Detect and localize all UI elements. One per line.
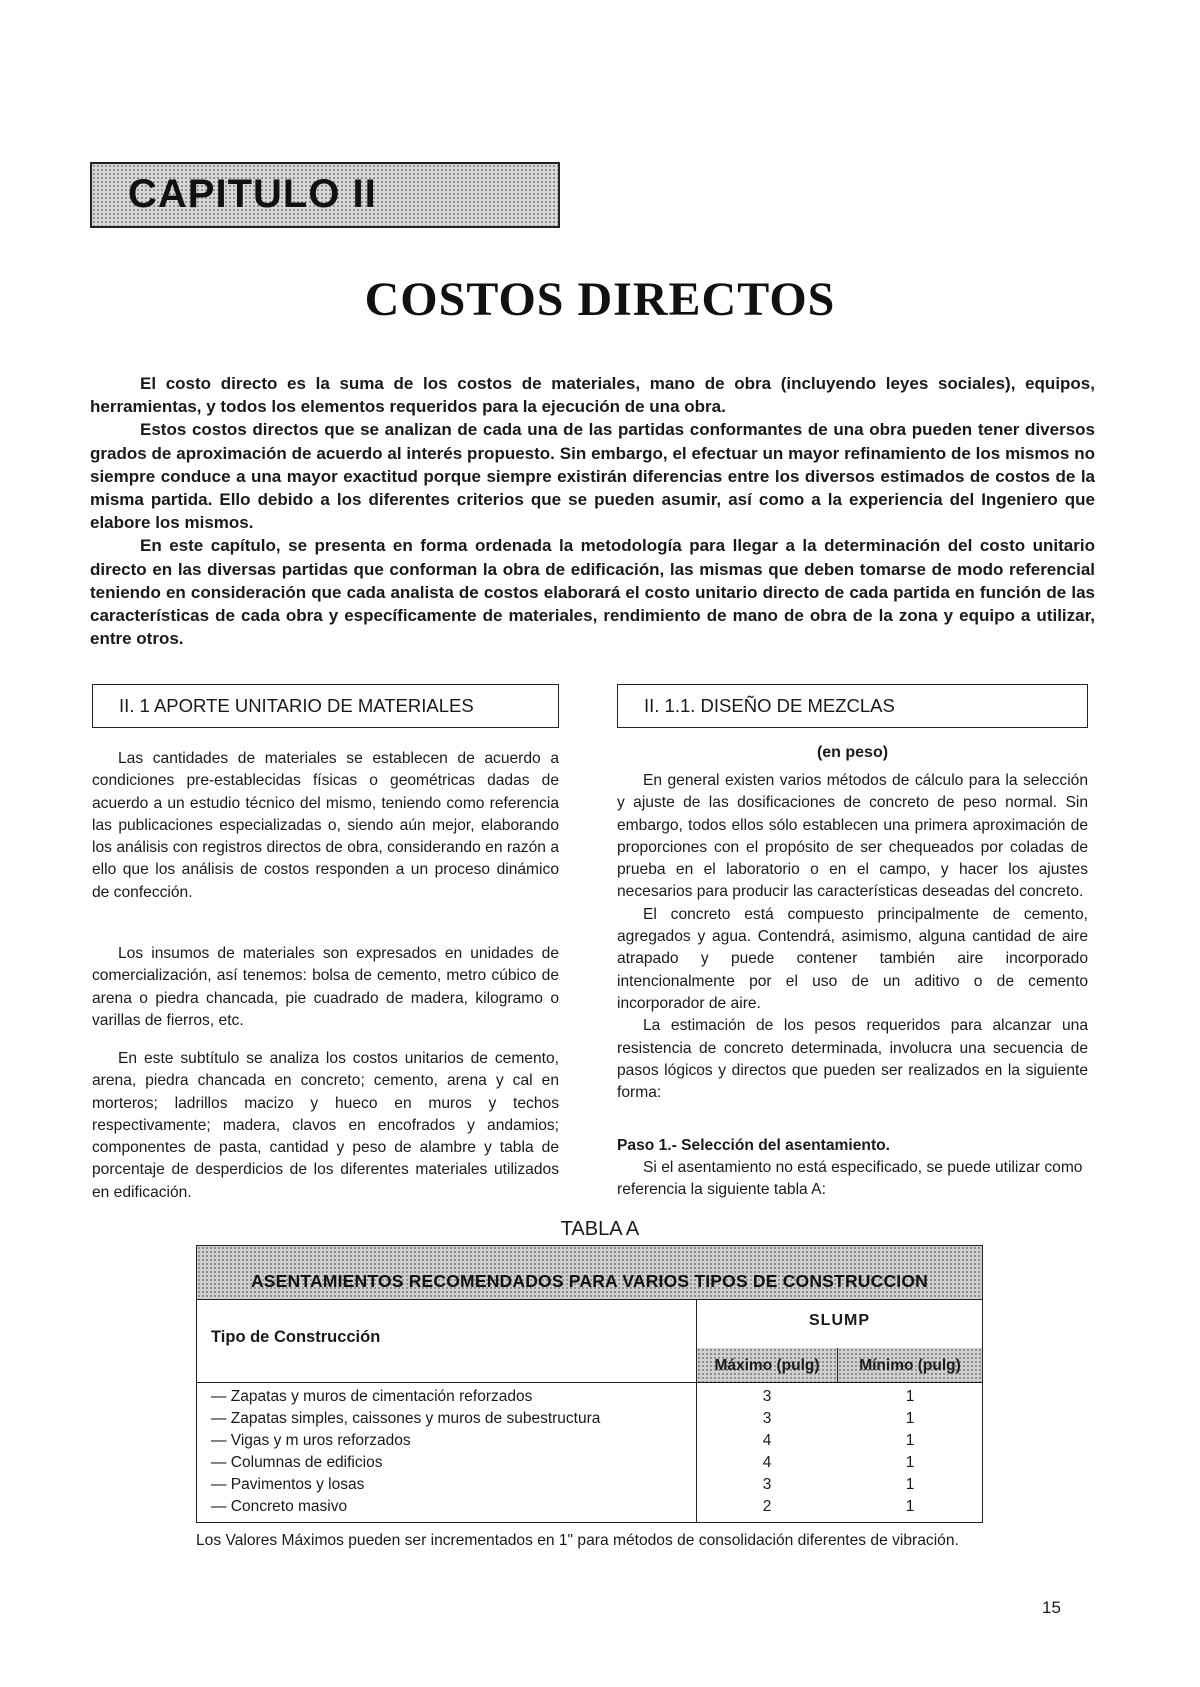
- cell-max: 3: [762, 1410, 772, 1427]
- table-row: [197, 1388, 982, 1410]
- chapter-label: CAPITULO II: [128, 172, 377, 216]
- cell-tipo: — Concreto masivo: [211, 1498, 348, 1515]
- paragraph-text: Las cantidades de materiales se establecen de acuerdo a condiciones pre-establecidas físicas o geométricas dadas de acuerdo a un estudio técnico del mismo, teniendo como referencia las publicaciones especializadas o, siendo aún mejor, elaborando los análisis con registros directos de obra, considerando en razón a ello que los análisis de costos responden a un proceso dinámico de confección.: [92, 750, 559, 901]
- table-row: [197, 1410, 982, 1432]
- cell-max: 3: [762, 1388, 772, 1405]
- table-row: [197, 1476, 982, 1498]
- paragraph-text: En este subtítulo se analiza los costos unitarios de cemento, arena, piedra chancada en concreto; cemento, arena y cal en morteros; ladrillos macizo y hueco en muros y techos respectivamente; madera, clavos en encofrados y andamios; componentes de pasta, cantidad y peso de alambre y tabla de porcentaje de desperdicios de los diferentes materiales utilizados en edificación.: [92, 1050, 559, 1201]
- column-header-slump: SLUMP: [809, 1312, 870, 1329]
- column-header-tipo: Tipo de Construcción: [211, 1328, 381, 1346]
- cell-min: 1: [905, 1476, 915, 1493]
- cell-max: 3: [762, 1476, 772, 1493]
- paso-block: [617, 1135, 1088, 1201]
- section-heading-mezclas: II. 1.1. DISEÑO DE MEZCLAS: [617, 684, 1088, 728]
- cell-max: 2: [762, 1498, 772, 1515]
- section-subheading: (en peso): [816, 744, 889, 761]
- intro-paragraph: El costo directo es la suma de los costos de materiales, mano de obra (incluyendo leyes sociales), equipos, herramientas, y todos los elementos requeridos para la ejecución de una obra.: [90, 374, 1095, 417]
- paso-text: Si el asentamiento no está especificado, se puede utilizar como referencia la siguiente tabla A:: [617, 1159, 1083, 1198]
- paragraph-text: El concreto está compuesto principalmente de cemento, agregados y agua. Contendrá, asimismo, alguna cantidad de aire atrapado y puede contener también aire incorporado intencionalmente por el uso de un aditivo o de cemento incorporador de aire.: [617, 905, 1088, 1012]
- intro-text: [90, 372, 1095, 650]
- page-title: COSTOS DIRECTOS: [364, 273, 836, 326]
- cell-min: 1: [905, 1410, 915, 1427]
- cell-tipo: — Columnas de edificios: [211, 1454, 383, 1471]
- paso-heading: Paso 1.- Selección del asentamiento.: [617, 1137, 890, 1154]
- left-paragraph: [92, 748, 559, 904]
- section-heading-materiales: II. 1 APORTE UNITARIO DE MATERIALES: [92, 684, 559, 728]
- table-title: ASENTAMIENTOS RECOMENDADOS PARA VARIOS TIPOS DE CONSTRUCCION: [197, 1246, 982, 1300]
- paragraph-text: En general existen varios métodos de cálculo para la selección y ajuste de las dosificaciones de concreto de peso normal. Sin embargo, todos ellos sólo establecen una primera aproximación de proporciones con el propósito de ser chequeados por coladas de prueba en el laboratorio o en el campo, y hacer los ajustes necesarios para producir las características deseadas del concreto.: [617, 772, 1088, 901]
- cell-max: 4: [762, 1454, 772, 1471]
- table-divider: [197, 1382, 982, 1383]
- cell-min: 1: [905, 1498, 915, 1515]
- paragraph-text: La estimación de los pesos requeridos para alcanzar una resistencia de concreto determinada, involucra una secuencia de pasos lógicos y directos que pueden ser realizados en la siguiente forma:: [617, 1017, 1088, 1102]
- intro-paragraph: Estos costos directos que se analizan de cada una de las partidas conformantes de una obra pueden tener diversos grados de aproximación de acuerdo al interés propuesto. Sin embargo, el efectuar un mayor refinamiento de los mismos no siempre conduce a una mayor exactitud porque siempre existirán diferencias entre los diversos estimados de costos de la misma partida. Ello debido a los diferentes criterios que se pueden asumir, así como a la experiencia del Ingeniero que elabore los mismos.: [90, 420, 1095, 533]
- cell-tipo: — Vigas y m uros reforzados: [211, 1432, 411, 1449]
- slump-table: [196, 1245, 983, 1523]
- cell-min: 1: [905, 1388, 915, 1405]
- cell-max: 4: [762, 1432, 772, 1449]
- table-row: [197, 1432, 982, 1454]
- cell-min: 1: [905, 1454, 915, 1471]
- cell-min: 1: [905, 1432, 915, 1449]
- table-row: [197, 1454, 982, 1476]
- column-header-max: Máximo (pulg): [697, 1348, 837, 1382]
- table-row: [197, 1498, 982, 1520]
- page-number: 15: [1042, 1598, 1061, 1617]
- intro-paragraph: En este capítulo, se presenta en forma ordenada la metodología para llegar a la determinación del costo unitario directo en las diversas partidas que conforman la obra de edificación, las mismas que deben tomarse de modo referencial teniendo en consideración que cada analista de costos elaborará el costo unitario directo de cada partida en función de las características de cada obra y específicamente de materiales, rendimiento de mano de obra de la zona y equipo a utilizar, entre otros.: [90, 536, 1095, 649]
- left-paragraph: [92, 1048, 559, 1204]
- column-header-min: Mínimo (pulg): [838, 1348, 982, 1382]
- cell-tipo: — Zapatas y muros de cimentación reforzados: [211, 1388, 533, 1405]
- table-footnote: Los Valores Máximos pueden ser incrementados en 1" para métodos de consolidación diferentes de vibración.: [196, 1532, 959, 1549]
- left-paragraph: [92, 943, 559, 1032]
- cell-tipo: — Pavimentos y losas: [211, 1476, 365, 1493]
- table-label: TABLA A: [560, 1218, 640, 1240]
- cell-tipo: — Zapatas simples, caissones y muros de subestructura: [211, 1410, 601, 1427]
- chapter-banner: [90, 162, 560, 228]
- right-paragraphs: [617, 770, 1088, 1104]
- paragraph-text: Los insumos de materiales son expresados en unidades de comercialización, así tenemos: bolsa de cemento, metro cúbico de arena o piedra chancada, pie cuadrado de madera, kilogramo o varillas de fierros, etc.: [92, 945, 559, 1029]
